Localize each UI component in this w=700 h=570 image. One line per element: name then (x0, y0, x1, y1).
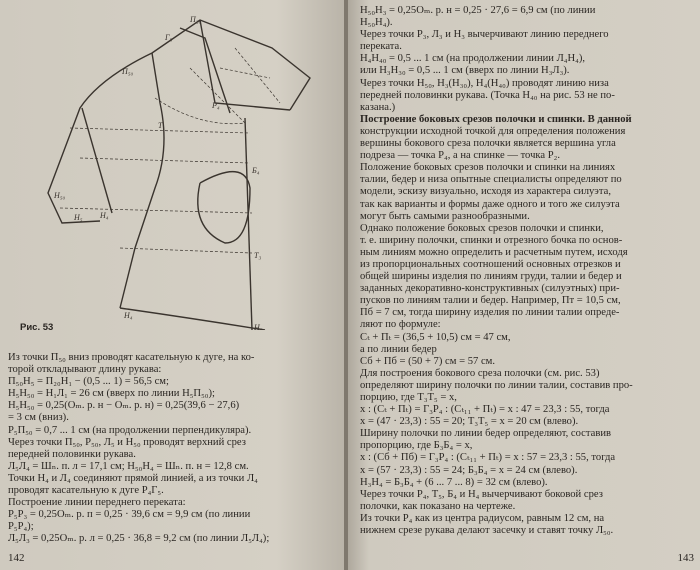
text-line: Н₅Н₅₀ = 0,25(Оₘ. р. н − Оₘ. р. н) = 0,25(39,6 − 27,6) (8, 400, 240, 412)
text-line: Н₅Н₅₀ = Н₁Л₁ = 26 см (вверх по линии Н₅П₅₀); (8, 388, 215, 400)
text-line: торой откладывают длину рукава: (8, 364, 162, 376)
text-line: Через точки П₅₀, Р₅₀, Л₅ и Н₅₀ проводят верхний срез (8, 436, 246, 448)
text-line: Из точки П₅₀ вниз проводят касательную к дуге, на ко- (8, 352, 255, 363)
text-line: передней половинки рукава. (Точка Н₄₀ на рис. 53 не по- (360, 89, 615, 101)
text-line: проводят касательную к дуге Р₄Г₅. (8, 485, 164, 497)
text-line: ным линиям можно определить и расчетным путем, исходя (360, 246, 628, 258)
left-page (0, 0, 346, 570)
text-line: Для построения бокового среза полочки (см. рис. 53) (360, 367, 600, 379)
text-line: конструкции исходной точкой для определения положения (360, 125, 626, 137)
text-line: талии, бедер и низа опытные специалисты определяют по (360, 174, 622, 186)
text-line: Р₅П₅₀ = 0,7 ... 1 см (на продолжении перпендикуляра). (8, 424, 252, 436)
text-line: порцию, где Т₃Т₅ = x, (360, 392, 457, 403)
sleeve-pattern-diagram (40, 8, 340, 330)
page-number: 142 (8, 552, 25, 564)
text-line: ляют по формуле: (360, 319, 441, 331)
text-line: = 3 см (вниз). (8, 412, 69, 424)
text-line: так как варианты и формы даже одного и того же силуэта (360, 198, 620, 210)
text-line: x = (57 · 23,3) : 55 = 24; Б₃Б₄ = x = 24 см (влево). (360, 464, 578, 476)
text-line: Н₅₀Н₃ = 0,25Оₘ. р. н = 0,25 · 27,6 = 6,9 см (по линии (360, 5, 596, 16)
text-line: Р₅Р₃ = 0,25Оₘ. р. п = 0,25 · 39,6 см = 9,9 см (по линии (8, 509, 251, 521)
text-line: или Н₃Н₃₀ = 0,5 ... 1 см (вверх по линии Н₃Л₃). (360, 65, 570, 77)
svg-text:Н₃: Н₃ (254, 323, 263, 330)
text-line: Сₜ + Пₜ = (36,5 + 10,5) см = 47 см, (360, 331, 511, 343)
text-line: x : (Сб + Пб) = Г₃Р₄ : (Сₜ₁₁ + Пₜ) = x : 57 = 23,3 : 55, тогда (360, 452, 616, 464)
svg-text:Н₅₀: Н₅₀ (54, 191, 66, 200)
text-line: Л₅Л₃ = 0,25Оₘ. р. л = 0,25 · 36,8 = 9,2 см (по линии Л₅Л₄); (8, 533, 270, 545)
svg-text:Н₅: Н₅ (74, 213, 83, 222)
text-line: вершины бокового среза полочки является вершина угла (360, 138, 616, 150)
svg-text:Т₃: Т₃ (254, 251, 262, 260)
text-line: модели, эскизу визуально, исходя из характера силуэта, (360, 186, 611, 198)
text-line: Через точки Р₃, Л₃ и Н₃ вычерчивают линию переднего (360, 29, 609, 41)
page-number: 143 (677, 552, 694, 564)
text-line: подреза — точка Р₄, а на спинке — точка Р₂. (360, 150, 560, 162)
text-line: Из точки Р₄ как из центра радиусом, равным 12 см, на (360, 512, 605, 524)
text-line: Ширину полочки по линии бедер определяют, составив (360, 428, 612, 440)
right-page (348, 0, 700, 570)
text-line: П₅₀Н₅ = П₂₀Н₁ − (0,5 ... 1) = 56,5 см; (8, 376, 169, 388)
text-line: Через точки Н₅₀, Н₃(Н₃₀), Н₄(Н₄₀) проводят линию низа (360, 77, 609, 89)
right-page-text (360, 5, 690, 537)
text-line: из пропорциональных соотношений основных отрезков и (360, 258, 621, 270)
svg-text:Б₄: Б₄ (252, 166, 260, 175)
text-line: x = (47 · 23,3) : 55 = 20; Т₃Т₅ = x = 20 см (влево). (360, 416, 579, 428)
pattern-drawing-figure (40, 8, 340, 330)
text-line: Н₅₀Н₄). (360, 17, 393, 29)
svg-text:П₂₀: П₂₀ (190, 15, 202, 24)
text-line: Через точки Р₄, Т₅, Б₄ и Н₄ вычерчивают боковой срез (360, 488, 603, 500)
svg-text:Р₄: Р₄ (212, 101, 220, 110)
text-line: Сб + Пб = (50 + 7) см = 57 см. (360, 355, 496, 367)
text-line: пропорцию, где Б₃Б₄ = x, (360, 440, 473, 452)
svg-text:Н₄: Н₄ (124, 311, 133, 320)
text-line: полочки, как показано на чертеже. (360, 500, 516, 512)
text-line: Пб = 7 см, тогда ширину изделия по линии талии опреде- (360, 307, 620, 319)
text-line: Н₃Н₄ = Б₃Б₄ + (6 ... 7 ... 8) = 32 см (влево). (360, 476, 548, 488)
text-line: Р₅Р₄); (8, 521, 34, 533)
text-line: Л₅Л₄ = Шₙ. п. л = 17,1 см; Н₅₀Н₄ = Шₙ. п. н = 12,8 см. (8, 460, 249, 472)
text-line: определяют ширину полочки по линии талии, составив про- (360, 379, 633, 391)
text-line: Н₄Н₄₀ = 0,5 ... 1 см (на продолжении линии Л₄Н₄), (360, 53, 586, 65)
text-line: казана.) (360, 101, 396, 113)
text-line: переката. (360, 41, 402, 53)
text-line: заданных декоративно-конструктивных (силуэтных) при- (360, 283, 620, 295)
svg-text:Т: Т (158, 121, 163, 130)
section-heading: Построение боковых срезов полочки и спинки. В данной (360, 113, 632, 125)
svg-text:Г₅: Г₅ (165, 33, 173, 42)
svg-text:П₅₀: П₅₀ (122, 67, 134, 76)
text-line: пусков по линиям талии и бедер. Например, Пт = 10,5 см, (360, 295, 621, 307)
text-line: а по линии бедер (360, 343, 437, 355)
text-line: Однако положение боковых срезов полочки и спинки, (360, 222, 604, 234)
text-line: могут быть самыми разнообразными. (360, 210, 530, 222)
text-line: нижнем срезе рукава делают засечку и ставят точку Л₅₀. (360, 525, 614, 537)
text-line: передней половинки рукава. (8, 448, 136, 460)
text-line: x : (Сₜ + Пₜ) = Г₃Р₄ : (Сₜ₁₁ + Пₜ) = x : 47 = 23,3 : 55, тогда (360, 404, 610, 416)
text-line: Положение боковых срезов полочки и спинки на линиях (360, 162, 616, 174)
figure-caption: Рис. 53 (20, 322, 54, 333)
text-line: Построение линии переднего переката: (8, 497, 186, 509)
text-line: Точки Н₄ и Л₄ соединяют прямой линией, а из точки Л₄ (8, 472, 258, 484)
text-line: общей ширины изделия по линиям груди, талии и бедер и (360, 271, 622, 283)
svg-text:Н₄: Н₄ (100, 211, 109, 220)
text-line: т. е. ширину полочки, спинки и отрезного бочка по основ- (360, 234, 623, 246)
left-page-text (8, 352, 338, 546)
